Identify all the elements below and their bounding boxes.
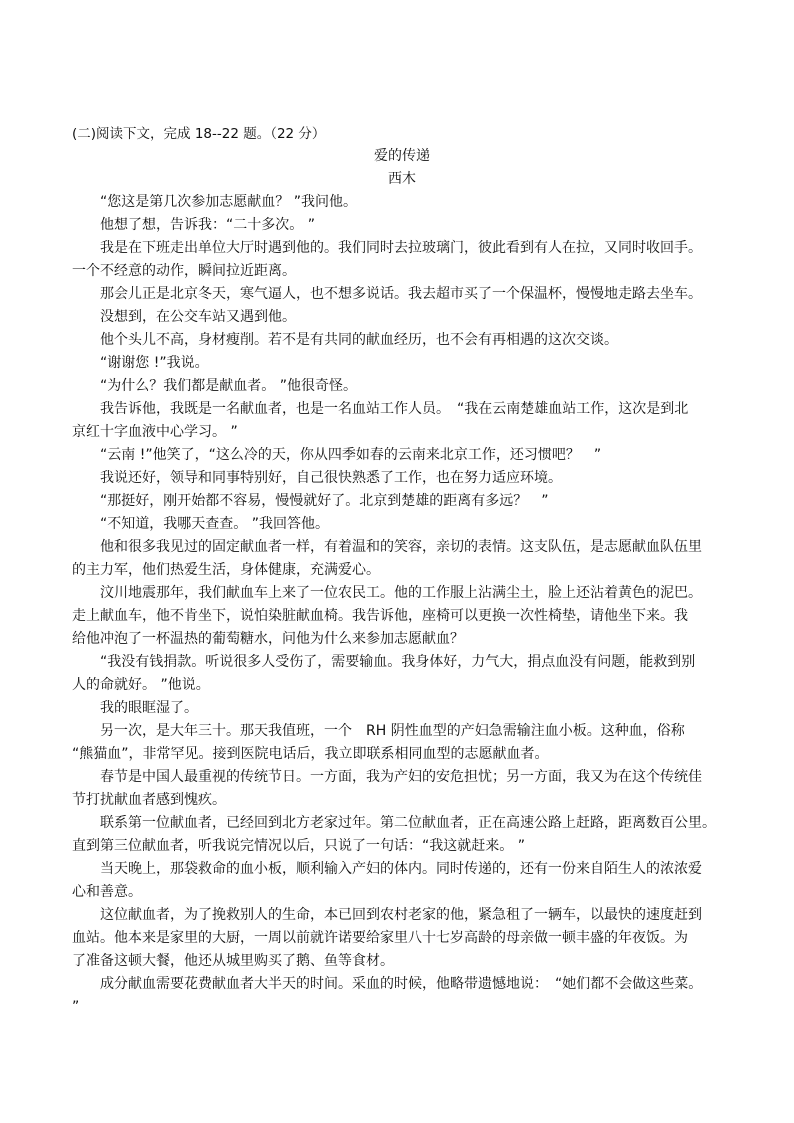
document-page bbox=[72, 123, 732, 1019]
paragraph-line: 走上献血车，他不肯坐下，说怕染脏献血椅。我告诉他，座椅可以更换一次性椅垫，请他坐下来。我 bbox=[72, 608, 688, 624]
paragraph-line: 成分献血需要花费献血者大半天的时间。采血的时候，他略带遗憾地说： “她们都不会做这些菜。 bbox=[100, 976, 703, 992]
paragraph-line: 我的眼眶湿了。 bbox=[100, 700, 198, 716]
paragraph bbox=[72, 214, 732, 237]
paragraph-line: 汶川地震那年，我们献血车上来了一位农民工。他的工作服上沾满尘土，脸上还沾着黄色的泥巴。 bbox=[100, 585, 702, 601]
paragraph-line: 一个不经意的动作，瞬间拉近距离。 bbox=[72, 263, 296, 279]
paragraph-line: 我说还好，领导和同事特别好，自己很快熟悉了工作，也在努力适应环境。 bbox=[100, 470, 562, 486]
article-body bbox=[72, 191, 732, 1019]
paragraph-line: 直到第三位献血者，听我说完情况以后，只说了一句话：“我这就赶来。 ” bbox=[72, 838, 525, 854]
paragraph-line: “我没有钱捐款。听说很多人受伤了，需要输血。我身体好，力气大，捐点血没有问题，能救到别 bbox=[100, 654, 696, 670]
paragraph-line: 我是在下班走出单位大厅时遇到他的。我们同时去拉玻璃门，彼此看到有人在拉，又同时收回手。 bbox=[100, 240, 702, 256]
paragraph bbox=[72, 858, 732, 904]
paragraph-line: 他想了想，告诉我：“二十多次。 ” bbox=[100, 217, 315, 233]
paragraph-line: ” bbox=[72, 999, 80, 1015]
paragraph-line: 另一次，是大年三十。那天我值班，一个 RH 阴性血型的产妇急需输注血小板。这种血，俗称 bbox=[100, 723, 685, 739]
paragraph bbox=[72, 467, 732, 490]
paragraph-line: 了准备这顿大餐，他还从城里购买了鹅、鱼等食材。 bbox=[72, 953, 394, 969]
paragraph bbox=[72, 191, 732, 214]
paragraph-line: “云南 !”他笑了，“这么冷的天，你从四季如春的云南来北京工作，还习惯吧？ ” bbox=[100, 447, 602, 463]
paragraph-line: 心和善意。 bbox=[72, 884, 142, 900]
paragraph bbox=[72, 306, 732, 329]
paragraph bbox=[72, 237, 732, 283]
paragraph-line: 人的命就好。 ”他说。 bbox=[72, 677, 210, 693]
article-title: 爱的传递 bbox=[374, 148, 430, 164]
paragraph-line: 的主力军，他们热爱生活，身体健康，充满爱心。 bbox=[72, 562, 380, 578]
paragraph bbox=[72, 283, 732, 306]
paragraph-line: 那会儿正是北京冬天，寒气逼人，也不想多说话。我去超市买了一个保温杯，慢慢地走路去坐车。 bbox=[100, 286, 702, 302]
paragraph bbox=[72, 697, 732, 720]
paragraph-line: 他个头儿不高，身材瘦削。若不是有共同的献血经历，也不会有再相遇的这次交谈。 bbox=[100, 332, 618, 348]
paragraph-line: “那挺好，刚开始都不容易，慢慢就好了。北京到楚雄的距离有多远？ ” bbox=[100, 493, 549, 509]
paragraph-line: “您这是第几次参加志愿献血？ ”我问他。 bbox=[100, 194, 357, 210]
paragraph bbox=[72, 904, 732, 973]
paragraph-line: 血站。他本来是家里的大厨，一周以前就许诺要给家里八十七岁高龄的母亲做一顿丰盛的年夜饭。为 bbox=[72, 930, 688, 946]
paragraph-line: 京红十字血液中心学习。 ” bbox=[72, 424, 238, 440]
paragraph bbox=[72, 444, 732, 467]
paragraph-line: 联系第一位献血者，已经回到北方老家过年。第二位献血者，正在高速公路上赶路，距离数百公里。 bbox=[100, 815, 716, 831]
paragraph bbox=[72, 490, 732, 513]
paragraph-line: 这位献血者，为了挽救别人的生命，本已回到农村老家的他，紧急租了一辆车，以最快的速度赶到 bbox=[100, 907, 702, 923]
paragraph bbox=[72, 766, 732, 812]
article-author: 西木 bbox=[388, 171, 416, 187]
paragraph bbox=[72, 536, 732, 582]
paragraph-line: 没想到，在公交车站又遇到他。 bbox=[100, 309, 296, 325]
paragraph-line: “谢谢您 !”我说。 bbox=[100, 355, 209, 371]
paragraph-line: 他和很多我见过的固定献血者一样，有着温和的笑容，亲切的表情。这支队伍，是志愿献血队伍里 bbox=[100, 539, 702, 555]
question-heading: (二)阅读下文，完成 18--22 题。（22 分） bbox=[72, 126, 326, 142]
paragraph-line: 我告诉他，我既是一名献血者，也是一名血站工作人员。 “我在云南楚雄血站工作，这次是到北 bbox=[100, 401, 689, 417]
paragraph bbox=[72, 582, 732, 651]
paragraph bbox=[72, 651, 732, 697]
paragraph-line: 当天晚上，那袋救命的血小板，顺利输入产妇的体内。同时传递的，还有一份来自陌生人的浓浓爱 bbox=[100, 861, 702, 877]
paragraph bbox=[72, 973, 732, 1019]
paragraph-line: “不知道，我哪天查查。 ”我回答他。 bbox=[100, 516, 329, 532]
paragraph-line: 春节是中国人最重视的传统节日。一方面，我为产妇的安危担忧；另一方面，我又为在这个传统佳 bbox=[100, 769, 702, 785]
paragraph bbox=[72, 513, 732, 536]
paragraph-line: “为什么？我们都是献血者。 ”他很奇怪。 bbox=[100, 378, 357, 394]
paragraph bbox=[72, 720, 732, 766]
paragraph bbox=[72, 329, 732, 352]
paragraph bbox=[72, 812, 732, 858]
paragraph-line: 给他冲泡了一杯温热的葡萄糖水，问他为什么来参加志愿献血？ bbox=[72, 631, 464, 647]
paragraph-line: 节打扰献血者感到愧疚。 bbox=[72, 792, 226, 808]
paragraph-line: “熊猫血”，非常罕见。接到医院电话后，我立即联系相同血型的志愿献血者。 bbox=[72, 746, 549, 762]
paragraph bbox=[72, 375, 732, 398]
paragraph bbox=[72, 352, 732, 375]
paragraph bbox=[72, 398, 732, 444]
